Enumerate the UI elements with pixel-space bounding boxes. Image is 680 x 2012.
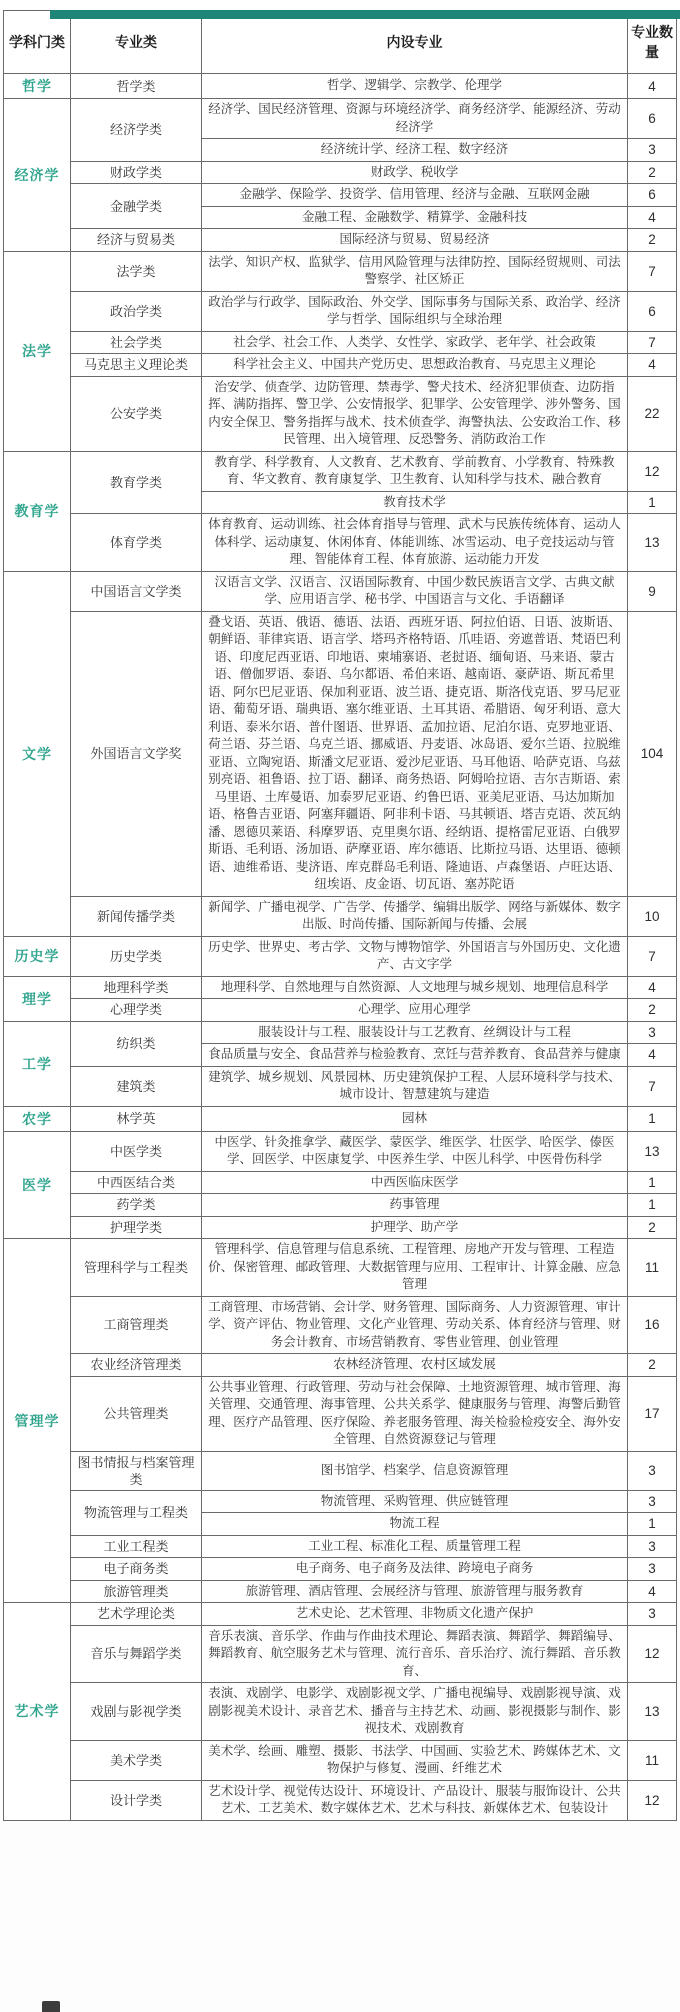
- group-cell: 教育学类: [71, 451, 202, 514]
- count-cell: 17: [628, 1376, 677, 1451]
- count-cell: 12: [628, 1625, 677, 1683]
- table-row: [4, 936, 677, 976]
- group-cell: 音乐与舞蹈学类: [71, 1625, 202, 1683]
- table-row: [4, 161, 677, 184]
- table-row: [4, 1106, 677, 1131]
- count-cell: 3: [628, 1021, 677, 1044]
- majors-cell: 公共事业管理、行政管理、劳动与社会保障、土地资源管理、城市管理、海关管理、交通管理、海事管理、公共关系学、健康服务与管理、海警后勤管理、医疗产品管理、医疗保险、养老服务管理、海关检验检疫安全、海外安全管理、自然资源登记与管理: [202, 1376, 628, 1451]
- count-cell: 22: [628, 376, 677, 451]
- group-cell: 农业经济管理类: [71, 1354, 202, 1377]
- table-row: [4, 1683, 677, 1741]
- count-cell: 3: [628, 1603, 677, 1626]
- majors-cell: 护理学、助产学: [202, 1216, 628, 1239]
- table-row: [4, 1066, 677, 1106]
- table-row: [4, 1171, 677, 1194]
- majors-cell: 食品质量与安全、食品营养与检验教育、烹饪与营养教育、食品营养与健康: [202, 1044, 628, 1067]
- majors-cell: 美术学、绘画、雕塑、摄影、书法学、中国画、实验艺术、跨媒体艺术、文物保护与修复、漫画、纤维艺术: [202, 1740, 628, 1780]
- top-accent-bar: [50, 10, 680, 19]
- group-cell: 哲学类: [71, 74, 202, 99]
- majors-cell: 艺术设计学、视觉传达设计、环境设计、产品设计、服装与服饰设计、公共艺术、工艺美术、数字媒体艺术、艺术与科技、新媒体艺术、包装设计: [202, 1780, 628, 1820]
- count-cell: 13: [628, 1683, 677, 1741]
- discipline-cell: 医学: [4, 1131, 71, 1239]
- group-cell: 新闻传播学类: [71, 896, 202, 936]
- count-cell: 16: [628, 1296, 677, 1354]
- group-cell: 马克思主义理论类: [71, 354, 202, 377]
- count-cell: 2: [628, 1216, 677, 1239]
- majors-cell: 艺术史论、艺术管理、非物质文化遗产保护: [202, 1603, 628, 1626]
- majors-cell: 工业工程、标准化工程、质量管理工程: [202, 1535, 628, 1558]
- group-cell: 戏剧与影视学类: [71, 1683, 202, 1741]
- group-cell: 中西医结合类: [71, 1171, 202, 1194]
- count-cell: 4: [628, 354, 677, 377]
- discipline-cell: 教育学: [4, 451, 71, 571]
- group-cell: 地理科学类: [71, 976, 202, 999]
- group-cell: 林学英: [71, 1106, 202, 1131]
- majors-cell: 经济学、国民经济管理、资源与环境经济学、商务经济学、能源经济、劳动经济学: [202, 99, 628, 139]
- count-cell: 4: [628, 1580, 677, 1603]
- table-row: [4, 1451, 677, 1490]
- count-cell: 1: [628, 491, 677, 514]
- table-row: [4, 1239, 677, 1297]
- table-row: [4, 74, 677, 99]
- table-row: [4, 1131, 677, 1171]
- count-cell: 2: [628, 161, 677, 184]
- group-cell: 美术学类: [71, 1740, 202, 1780]
- table-row: [4, 331, 677, 354]
- group-cell: 财政学类: [71, 161, 202, 184]
- majors-cell: 中西医临床医学: [202, 1171, 628, 1194]
- header-majors: 内设专业: [202, 11, 628, 74]
- count-cell: 11: [628, 1239, 677, 1297]
- table-row: [4, 184, 677, 207]
- group-cell: 工业工程类: [71, 1535, 202, 1558]
- count-cell: 2: [628, 229, 677, 252]
- group-cell: 管理科学与工程类: [71, 1239, 202, 1297]
- count-cell: 7: [628, 331, 677, 354]
- group-cell: 物流管理与工程类: [71, 1490, 202, 1535]
- table-row: [4, 1354, 677, 1377]
- group-cell: 图书情报与档案管理类: [71, 1451, 202, 1490]
- count-cell: 3: [628, 1451, 677, 1490]
- group-cell: 护理学类: [71, 1216, 202, 1239]
- count-cell: 10: [628, 896, 677, 936]
- group-cell: 设计学类: [71, 1780, 202, 1820]
- group-cell: 旅游管理类: [71, 1580, 202, 1603]
- group-cell: 公安学类: [71, 376, 202, 451]
- majors-cell: 国际经济与贸易、贸易经济: [202, 229, 628, 252]
- count-cell: 4: [628, 1044, 677, 1067]
- group-cell: 法学类: [71, 251, 202, 291]
- majors-cell: 治安学、侦查学、边防管理、禁毒学、警犬技术、经济犯罪侦查、边防指挥、满防指挥、警卫学、公安情报学、犯罪学、公安管理学、涉外警务、国内安全保卫、警务指挥与战术、技术侦查学、海警执法、公安政治工作、移民管理、出入境管理、反恐警务、消防政治工作: [202, 376, 628, 451]
- majors-cell: 音乐表演、音乐学、作曲与作曲技术理论、舞蹈表演、舞蹈学、舞蹈编导、舞蹈教育、航空服务艺术与管理、流行音乐、音乐治疗、流行舞蹈、音乐教育、: [202, 1625, 628, 1683]
- majors-cell: 社会学、社会工作、人类学、女性学、家政学、老年学、社会政策: [202, 331, 628, 354]
- count-cell: 4: [628, 74, 677, 99]
- count-cell: 12: [628, 451, 677, 491]
- majors-cell: 园林: [202, 1106, 628, 1131]
- majors-cell: 心理学、应用心理学: [202, 999, 628, 1022]
- table-row: [4, 1780, 677, 1820]
- majors-cell: 物流管理、采购管理、供应链管理: [202, 1490, 628, 1513]
- count-cell: 1: [628, 1194, 677, 1217]
- table-row: [4, 1580, 677, 1603]
- table-row: [4, 1296, 677, 1354]
- discipline-cell: 哲学: [4, 74, 71, 99]
- majors-cell: 地理科学、自然地理与自然资源、人文地理与城乡规划、地理信息科学: [202, 976, 628, 999]
- count-cell: 3: [628, 1535, 677, 1558]
- majors-cell: 金融学、保险学、投资学、信用管理、经济与金融、互联网金融: [202, 184, 628, 207]
- majors-cell: 历史学、世界史、考古学、文物与博物馆学、外国语言与外国历史、文化遗产、古文字学: [202, 936, 628, 976]
- count-cell: 2: [628, 1354, 677, 1377]
- majors-cell: 电子商务、电子商务及法律、跨境电子商务: [202, 1558, 628, 1581]
- majors-cell: 法学、知识产权、监狱学、信用风险管理与法律防控、国际经贸规则、司法警察学、社区矫正: [202, 251, 628, 291]
- table-row: [4, 251, 677, 291]
- discipline-cell: 法学: [4, 251, 71, 451]
- group-cell: 电子商务类: [71, 1558, 202, 1581]
- table-row: [4, 1490, 677, 1513]
- group-cell: 政治学类: [71, 291, 202, 331]
- discipline-cell: 管理学: [4, 1239, 71, 1603]
- majors-cell: 服装设计与工程、服装设计与工艺教育、丝绸设计与工程: [202, 1021, 628, 1044]
- table-row: [4, 99, 677, 139]
- screen-edge-artifact: [42, 2001, 60, 2012]
- discipline-cell: 经济学: [4, 99, 71, 252]
- count-cell: 9: [628, 571, 677, 611]
- majors-cell: 图书馆学、档案学、信息资源管理: [202, 1451, 628, 1490]
- discipline-cell: 农学: [4, 1106, 71, 1131]
- table-row: [4, 354, 677, 377]
- count-cell: 7: [628, 1066, 677, 1106]
- group-cell: 外国语言文学奖: [71, 611, 202, 896]
- table-row: [4, 571, 677, 611]
- header-row: [4, 11, 677, 74]
- discipline-cell: 文学: [4, 571, 71, 936]
- majors-cell: 教育技术学: [202, 491, 628, 514]
- majors-table: [3, 10, 677, 1821]
- group-cell: 经济学类: [71, 99, 202, 162]
- group-cell: 中国语言文学类: [71, 571, 202, 611]
- majors-cell: 管理科学、信息管理与信息系统、工程管理、房地产开发与管理、工程造价、保密管理、邮政管理、大数据管理与应用、工程审计、计算金融、应急管理: [202, 1239, 628, 1297]
- count-cell: 3: [628, 139, 677, 162]
- count-cell: 7: [628, 936, 677, 976]
- count-cell: 6: [628, 291, 677, 331]
- table-row: [4, 1740, 677, 1780]
- header-count: 专业数量: [628, 11, 677, 74]
- count-cell: 3: [628, 1490, 677, 1513]
- table-row: [4, 1603, 677, 1626]
- majors-cell: 金融工程、金融数学、精算学、金融科技: [202, 206, 628, 229]
- count-cell: 6: [628, 184, 677, 207]
- group-cell: 心理学类: [71, 999, 202, 1022]
- majors-cell: 体育教育、运动训练、社会体育指导与管理、武术与民族传统体育、运动人体科学、运动康复、休闲体育、体能训练、冰雪运动、电子竞技运动与管理、智能体育工程、体育旅游、运动能力开发: [202, 514, 628, 572]
- discipline-cell: 艺术学: [4, 1603, 71, 1821]
- table-row: [4, 1194, 677, 1217]
- table-row: [4, 229, 677, 252]
- table-row: [4, 451, 677, 491]
- majors-cell: 旅游管理、酒店管理、会展经济与管理、旅游管理与服务教育: [202, 1580, 628, 1603]
- group-cell: 经济与贸易类: [71, 229, 202, 252]
- majors-cell: 建筑学、城乡规划、风景园林、历史建筑保护工程、人层环境科学与技术、城市设计、智慧建筑与建造: [202, 1066, 628, 1106]
- majors-cell: 新闻学、广播电视学、广告学、传播学、编辑出版学、网络与新媒体、数字出版、时尚传播、国际新闻与传播、会展: [202, 896, 628, 936]
- table-row: [4, 611, 677, 896]
- page: [0, 10, 680, 2012]
- majors-cell: 教育学、科学教育、人文教育、艺术教育、学前教育、小学教育、特殊教育、华文教育、教育康复学、卫生教育、认知科学与技术、融合教育: [202, 451, 628, 491]
- group-cell: 公共管理类: [71, 1376, 202, 1451]
- count-cell: 1: [628, 1513, 677, 1536]
- table-row: [4, 976, 677, 999]
- group-cell: 药学类: [71, 1194, 202, 1217]
- discipline-cell: 历史学: [4, 936, 71, 976]
- majors-cell: 科学社会主义、中国共产党历史、思想政治教育、马克思主义理论: [202, 354, 628, 377]
- discipline-cell: 工学: [4, 1021, 71, 1106]
- count-cell: 104: [628, 611, 677, 896]
- majors-cell: 经济统计学、经济工程、数字经济: [202, 139, 628, 162]
- count-cell: 4: [628, 206, 677, 229]
- majors-cell: 中医学、针灸推拿学、藏医学、蒙医学、维医学、壮医学、哈医学、傣医学、回医学、中医康复学、中医养生学、中医儿科学、中医骨伤科学: [202, 1131, 628, 1171]
- majors-cell: 政治学与行政学、国际政治、外交学、国际事务与国际关系、政治学、经济学与哲学、国际组织与全球治理: [202, 291, 628, 331]
- table-row: [4, 1216, 677, 1239]
- table-row: [4, 1021, 677, 1044]
- group-cell: 金融学类: [71, 184, 202, 229]
- group-cell: 工商管理类: [71, 1296, 202, 1354]
- count-cell: 4: [628, 976, 677, 999]
- discipline-cell: 理学: [4, 976, 71, 1021]
- majors-cell: 汉语言文学、汉语言、汉语国际教育、中国少数民族语言文学、古典文献学、应用语言学、秘书学、中国语言与文化、手语翻译: [202, 571, 628, 611]
- majors-cell: 农林经济管理、农村区域发展: [202, 1354, 628, 1377]
- majors-cell: 叠戈语、英语、俄语、德语、法语、西班牙语、阿拉伯语、日语、波斯语、朝鲜语、菲律宾语、语言学、塔玛齐格特语、爪哇语、旁遮普语、梵语巴利语、印度尼西亚语、印地语、柬埔寨语、老挝语、缅甸语、马来语、蒙古语、僧伽罗语、泰语、乌尔都语、希伯来语、越南语、豪萨语、斯瓦希里语、阿尔巴尼亚语、保加利亚语、波兰语、捷克语、斯洛伐克语、罗马尼亚语、葡萄牙语、瑞典语、塞尔维亚语、土耳其语、希腊语、匈牙利语、意大利语、泰米尔语、普什图语、世界语、孟加拉语、尼泊尔语、克罗地亚语、荷兰语、芬兰语、乌克兰语、挪威语、丹麦语、冰岛语、爱尔兰语、拉脱维亚语、立陶宛语、斯潘文尼亚语、爱沙尼亚语、马耳他语、哈萨克语、乌兹别亮语、祖鲁语、拉丁语、翻译、商务热语、阿姆哈拉语、吉尔吉斯语、索马里语、土库曼语、加泰罗尼亚语、约鲁巴语、亚美尼亚语、马达加斯加语、格鲁吉亚语、阿塞拜疆语、阿非利卡语、马其顿语、塔吉克语、茨瓦纳潘、恩德贝莱语、科摩罗语、克里奥尔语、经纳语、提格雷尼亚语、白俄罗斯语、毛利语、汤加语、萨摩亚语、库尔德语、比斯拉马语、达里语、德顿语、迪维希语、斐济语、库克群岛毛利语、隆迪语、卢森堡语、卢旺达语、纽埃语、皮金语、切瓦语、塞苏陀语: [202, 611, 628, 896]
- group-cell: 中医学类: [71, 1131, 202, 1171]
- count-cell: 7: [628, 251, 677, 291]
- table-row: [4, 999, 677, 1022]
- table-row: [4, 896, 677, 936]
- majors-cell: 表演、戏剧学、电影学、戏剧影视文学、广播电视编导、戏剧影视导演、戏剧影视美术设计、录音艺术、播音与主持艺术、动画、影视摄影与制作、影视技术、戏剧教育: [202, 1683, 628, 1741]
- table-row: [4, 1535, 677, 1558]
- group-cell: 纺织类: [71, 1021, 202, 1066]
- count-cell: 2: [628, 999, 677, 1022]
- majors-cell: 药事管理: [202, 1194, 628, 1217]
- table-row: [4, 376, 677, 451]
- majors-cell: 财政学、税收学: [202, 161, 628, 184]
- table-row: [4, 1625, 677, 1683]
- table-body: [4, 74, 677, 1821]
- group-cell: 社会学类: [71, 331, 202, 354]
- count-cell: 13: [628, 514, 677, 572]
- header-group: 专业类: [71, 11, 202, 74]
- count-cell: 1: [628, 1106, 677, 1131]
- group-cell: 艺术学理论类: [71, 1603, 202, 1626]
- count-cell: 12: [628, 1780, 677, 1820]
- majors-cell: 哲学、逻辑学、宗教学、伦理学: [202, 74, 628, 99]
- count-cell: 11: [628, 1740, 677, 1780]
- count-cell: 3: [628, 1558, 677, 1581]
- header-discipline: 学科门类: [4, 11, 71, 74]
- count-cell: 6: [628, 99, 677, 139]
- table-row: [4, 291, 677, 331]
- group-cell: 建筑类: [71, 1066, 202, 1106]
- table-header: [4, 11, 677, 74]
- table-row: [4, 1376, 677, 1451]
- count-cell: 13: [628, 1131, 677, 1171]
- table-row: [4, 514, 677, 572]
- count-cell: 1: [628, 1171, 677, 1194]
- majors-cell: 工商管理、市场营销、会计学、财务管理、国际商务、人力资源管理、审计学、资产评估、物业管理、文化产业管理、劳动关系、体育经济与管理、财务会计教育、市场营销教育、零售业管理、创业管理: [202, 1296, 628, 1354]
- group-cell: 历史学类: [71, 936, 202, 976]
- group-cell: 体育学类: [71, 514, 202, 572]
- table-row: [4, 1558, 677, 1581]
- majors-cell: 物流工程: [202, 1513, 628, 1536]
